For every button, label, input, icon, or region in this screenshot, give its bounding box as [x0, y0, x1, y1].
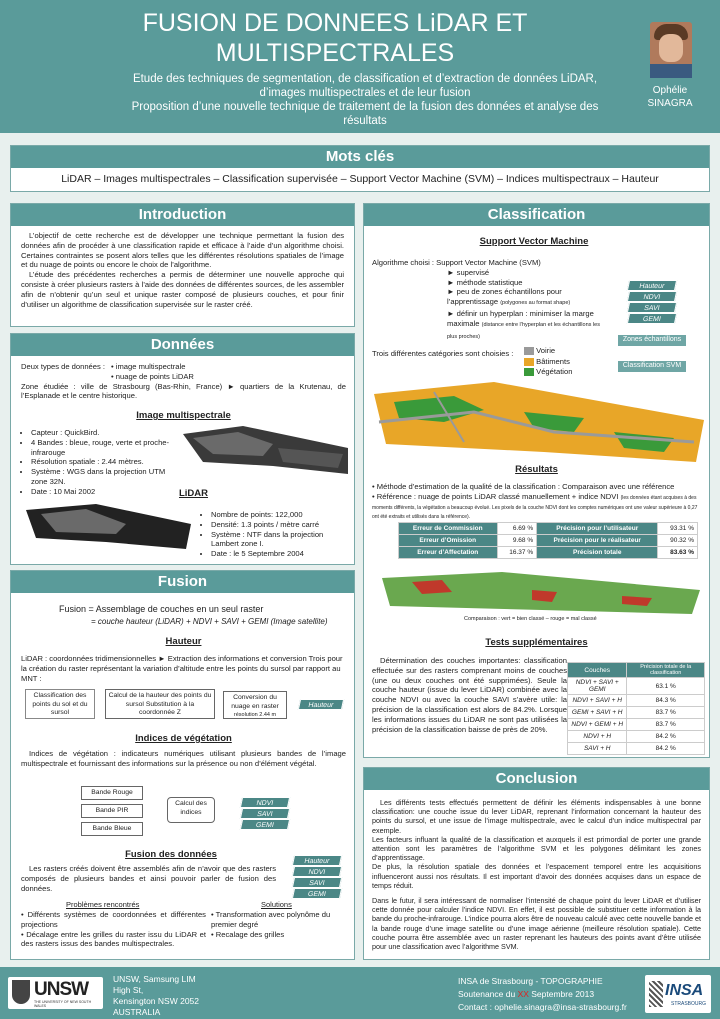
- tests-row: [568, 695, 705, 707]
- cls-savi: SAVI: [627, 302, 677, 313]
- author-last-name: SINAGRA: [647, 98, 693, 109]
- resultats-title: Résultats: [515, 464, 558, 475]
- flow-conversion-res: résolution 2.44 m: [233, 712, 277, 718]
- lidar-item: • Nombre de points: 122,000: [211, 510, 351, 520]
- unsw-logo-text: UNSW: [34, 979, 89, 1000]
- introduction-box: [10, 203, 355, 327]
- author-name: [630, 84, 710, 110]
- band-blue: Bande Bleue: [81, 822, 143, 836]
- hauteur-title: Hauteur: [165, 636, 202, 647]
- tests-couches: NDVI + H: [568, 731, 627, 743]
- tests-col-couches: Couches: [568, 663, 627, 678]
- error-label: Erreur d’Affectation: [399, 547, 498, 559]
- multispectral-title: Image multispectrale: [136, 410, 231, 421]
- tests-text: Détermination des couches importantes: classification effectuée sur des rasters comprenant moins de couches (une ou deux couches ont été supprimées). Seule la couche hauteur (issue du lever LiDAR) combinée avec la couche NDVI ou avec la couche SAVI s’avère utile: la précision de la classification est alors de 84.2%. Lorsque les informations issues du LiDAR ne sont pas utilisées la précision de la classification baisse de près de 20%.: [372, 656, 567, 734]
- legend-voirie: Voirie: [524, 346, 572, 357]
- introduction-title: Introduction: [11, 204, 354, 226]
- donnees-title: Données: [11, 334, 354, 356]
- flow-hauteur-output: Hauteur: [298, 699, 344, 710]
- poster-title: FUSION DE DONNEES LiDAR ET MULTISPECTRALES: [142, 9, 528, 67]
- classification-box: [363, 203, 710, 758]
- data-types-label: Deux types de données :: [21, 362, 106, 371]
- keywords-title: Mots clés: [11, 146, 709, 168]
- error-row: [399, 535, 698, 547]
- error-label: Précision pour le réalisateur: [537, 535, 658, 547]
- legend-batiments: Bâtiments: [524, 357, 572, 368]
- index-ndvi: NDVI: [240, 797, 290, 808]
- tests-precision: 84.3 %: [627, 695, 705, 707]
- indices-text: Indices de végétation : indicateurs numériques utilisant plusieurs bandes de l’image multispectrale et fournissant des informations sur la présence ou non d’élément végétal.: [21, 749, 346, 768]
- multispectral-item: • 4 Bandes : bleue, rouge, verte et proche-infrarouge: [31, 438, 181, 458]
- flow-step-height: Calcul de la hauteur des points du sursol Substitution à la coordonnée Z: [105, 689, 215, 719]
- multispectral-item: • Système : WGS dans la projection UTM zone 32N.: [31, 467, 181, 487]
- data-type-2: • nuage de points LiDAR: [111, 371, 194, 381]
- conclusion-box: [363, 767, 710, 960]
- donnees-box: [10, 333, 355, 565]
- tests-couches: NDVI + SAVI + H: [568, 695, 627, 707]
- resultats-item: • Méthode d’estimation de la qualité de la classification : Comparaison avec une référence: [372, 482, 675, 491]
- fusion-donnees-title: Fusion des données: [125, 849, 217, 860]
- error-value: 83.63 %: [658, 547, 698, 559]
- insa-logo: [645, 975, 711, 1013]
- tests-precision: 63.1 %: [627, 678, 705, 695]
- tests-precision: 84.2 %: [627, 743, 705, 755]
- conclusion-paragraph: Les différents tests effectués permettent de définir les éléments indispensables à une bonne classification: une couche issue du lever LiDAR, reprenant l’information concernant la hauteur des points du sursol, et une issue de l’image multispectrale, avec le calcul d’un indice multispectral par exemple.: [372, 798, 701, 835]
- band-pir: Bande PIR: [81, 804, 143, 818]
- svm-algo: Algorithme choisi : Support Vector Machine (SVM): [372, 258, 541, 267]
- poster-footer: [0, 967, 720, 1019]
- comparison-caption: Comparaison : vert = bien classé – rouge = mal classé: [464, 616, 597, 622]
- problems-list: [21, 910, 206, 949]
- lidar-image: [26, 504, 191, 549]
- tests-precision: 84.2 %: [627, 731, 705, 743]
- lidar-list: [201, 510, 351, 559]
- fus-gemi: GEMI: [292, 888, 342, 899]
- error-label: Erreur d’Omission: [399, 535, 498, 547]
- tests-row: [568, 678, 705, 695]
- categories-legend: [524, 346, 572, 378]
- error-row: [399, 547, 698, 559]
- fusion-box: [10, 570, 355, 960]
- lidar-item: • Date : le 5 Septembre 2004: [211, 549, 351, 559]
- subtitle-line-1: Etude des techniques de segmentation, de classification et d’extraction de données LiDAR, d’images multispectrales et de leur fusion: [132, 73, 598, 99]
- author-photo: [650, 22, 692, 78]
- poster-subtitle: [110, 72, 620, 128]
- tests-row: [568, 719, 705, 731]
- fusion-formula-1: Fusion = Assemblage de couches en un seul raster: [59, 604, 264, 614]
- address-line: High St,: [113, 985, 144, 995]
- tests-precision: 83.7 %: [627, 719, 705, 731]
- svm-title: Support Vector Machine: [479, 236, 589, 247]
- fus-hauteur: Hauteur: [292, 855, 342, 866]
- keywords-box: [10, 145, 710, 192]
- resultats-list: [372, 482, 702, 521]
- svm-item: ► peu de zones échantillons pour l’apprentissage (polygones au format shape): [447, 287, 571, 307]
- flow-conversion-label: Conversion du nuage en raster: [231, 694, 279, 710]
- indices-title: Indices de végétation: [135, 733, 232, 744]
- error-label: Précision pour l’utilisateur: [537, 523, 658, 535]
- fusion-formula-2: = couche hauteur (LiDAR) + NDVI + SAVI + GEMI (Image satellite): [91, 617, 328, 626]
- insa-logo-sub: STRASBOURG: [671, 1001, 707, 1007]
- error-table: [398, 522, 698, 559]
- multispectral-item: • Date : 10 Mai 2002: [31, 487, 181, 497]
- error-value: 90.32 %: [658, 535, 698, 547]
- band-red: Bande Rouge: [81, 786, 143, 800]
- solution-item: • Recalage des grilles: [211, 929, 285, 939]
- zones-echantillons: Zones échantillons: [618, 335, 686, 346]
- lidar-title: LiDAR: [178, 488, 209, 499]
- error-value: 6.69 %: [497, 523, 537, 535]
- hauteur-text: LiDAR : coordonnées tridimensionnelles ► Extraction des informations et conversion Trois pour la création du raster représentant la variation d’altitude entre les points du sursol par rapport au MNT :: [21, 654, 343, 683]
- tests-row: [568, 707, 705, 719]
- tests-col-precision: Précision totale de la classification: [627, 663, 705, 678]
- tests-couches: NDVI + SAVI + GEMI: [568, 678, 627, 695]
- cls-gemi: GEMI: [627, 313, 677, 324]
- problem-item: • Décalage entre les grilles du raster issu du LiDAR et des rasters issus des bandes multispectrales.: [21, 929, 206, 949]
- lidar-item: • Système : NTF dans la projection Lambert zone I.: [211, 530, 351, 550]
- svm-item: ► définir un hyperplan : minimiser la marge maximale (distance entre l’hyperplan et les échantillons les plus proches): [447, 308, 600, 340]
- multispectral-item: • Capteur : QuickBird.: [31, 428, 181, 438]
- problems-title: Problèmes rencontrés: [66, 900, 140, 909]
- solutions-title: Solutions: [261, 900, 292, 909]
- tests-row: [568, 731, 705, 743]
- study-zone: Zone étudiée : ville de Strasbourg (Bas-Rhin, France) ► quartiers de la Krutenau, de l’Esplanade et le centre historique.: [21, 381, 346, 401]
- tests-couches: NDVI + GEMI + H: [568, 719, 627, 731]
- multispectral-image: [183, 426, 348, 474]
- categories-label: Trois différentes catégories sont choisies :: [372, 349, 514, 358]
- unsw-logo-sub: THE UNIVERSITY OF NEW SOUTH WALES: [34, 1000, 92, 1008]
- error-value: 9.68 %: [497, 535, 537, 547]
- problem-item: • Différents systèmes de coordonnées et différentes projections: [21, 910, 206, 929]
- subtitle-line-2: Proposition d’une nouvelle technique de traitement de la fusion des données et analyse des résultats: [131, 101, 599, 127]
- insa-line: Soutenance du XX Septembre 2013: [458, 989, 595, 999]
- poster-header: [0, 0, 720, 133]
- insa-info: [458, 975, 627, 1014]
- unsw-logo: [8, 977, 103, 1009]
- tests-couches: SAVI + H: [568, 743, 627, 755]
- solution-item: • Transformation avec polynôme du premier degré: [211, 910, 331, 929]
- tests-title: Tests supplémentaires: [485, 637, 588, 648]
- comparison-map: [382, 572, 700, 614]
- cls-ndvi: NDVI: [627, 291, 677, 302]
- conclusion-paragraph: Les facteurs influant la qualité de la classification et auxquels il est primordial de porter une grande attention sont les paramètres de l’algorithme SVM et les polygones délimitant les zones d’apprentissage.: [372, 834, 701, 863]
- data-type-1: • image multispectrale: [111, 362, 186, 371]
- fus-savi: SAVI: [292, 877, 342, 888]
- fusion-donnees-text: Les rasters créés doivent être assemblés afin de n’avoir que des rasters composés de plusieurs bandes et ainsi pouvoir parler de fusion des données.: [21, 864, 276, 893]
- error-row: [399, 523, 698, 535]
- tests-couches: GEMI + SAVI + H: [568, 707, 627, 719]
- tests-row: [568, 743, 705, 755]
- calc-indices: Calcul des indices: [167, 797, 215, 823]
- index-gemi: GEMI: [240, 819, 290, 830]
- fusion-title: Fusion: [11, 571, 354, 593]
- author-first-name: Ophélie: [652, 85, 688, 96]
- insa-logo-text: INSA: [665, 982, 704, 999]
- intro-paragraph-2: L’étude des précédentes recherches a permis de déterminer une nouvelle approche qui consiste à créer plusieurs rasters à l’aide des données de différentes sources, de les assembler afin de n’obtenir qu’un seul et unique raster composé de plusieurs couches, et pour finir d’utiliser un algorithme de classification supervisée sur le raster créé.: [21, 270, 344, 309]
- error-value: 16.37 %: [497, 547, 537, 559]
- cls-hauteur: Hauteur: [627, 280, 677, 291]
- address-line: AUSTRALIA: [113, 1007, 161, 1017]
- unsw-address: [113, 974, 199, 1018]
- svm-item: ► supervisé: [447, 267, 490, 277]
- multispectral-item: • Résolution spatiale : 2.44 mètres.: [31, 457, 181, 467]
- solutions-list: [211, 910, 346, 939]
- multispectral-list: [21, 428, 181, 497]
- svm-item: ► méthode statistique: [447, 277, 523, 287]
- insa-line: INSA de Strasbourg - TOPOGRAPHIE: [458, 976, 603, 986]
- conclusion-paragraph: Dans le futur, il sera intéressant de normaliser l’intensité de chaque point du lever LiDAR et d’utiliser cette donnée pour calculer l’indice NDVI. En effet, il est possible de substituer cette information à la bande du proche-infrarouge. L’indice pourra alors être de nouveau calculé avec cette nouvelle bande et la bande rouge d’une image satellite ou d’une image aérienne (meilleure résolution spatiale). Cette couche pourra être assemblée avec un raster reprenant les hauteurs des points avant d’être utilisée pour une classification avec l’algorithme SVM.: [372, 896, 701, 952]
- fus-ndvi: NDVI: [292, 866, 342, 877]
- index-savi: SAVI: [240, 808, 290, 819]
- tests-table: [567, 662, 705, 755]
- tests-precision: 83.7 %: [627, 707, 705, 719]
- svm-text: [372, 258, 604, 342]
- insa-logo-icon: [649, 981, 663, 1007]
- lidar-item: • Densité: 1.3 points / mètre carré: [211, 520, 351, 530]
- classification-map: [374, 382, 704, 462]
- error-label: Erreur de Commission: [399, 523, 498, 535]
- resultats-item: • Référence : nuage de points LiDAR classé manuellement + indice NDVI (les données étant acquises à des moments différents, la végétation a beaucoup évolué. Les pixels de la couche NDVI dont les comptes numériques ont une valeur supérieure à 0,27 ont été extraits et utilisés dans la référence).: [372, 491, 698, 521]
- conclusion-paragraph: De plus, la résolution spatiale des données et l’espacement temporel entre les acquisitions influenceront aussi nos résultats. Il est important d’avoir des données acquises dans un espace de temps réduit.: [372, 862, 701, 890]
- keywords-text: LiDAR – Images multispectrales – Classification supervisée – Support Vector Machine (SVM) – Indices multispectraux – Hauteur: [61, 173, 659, 185]
- intro-paragraph-1: L’objectif de cette recherche est de développer une technique permettant la fusion des données afin de procéder à une classification rapide et efficace à l’aide d’un algorithme choisi. Certaines contraintes se posent alors telles que les différentes résolutions spatiales de l’image et du nuage de points ou encore le choix de l’algorithme.: [21, 231, 344, 270]
- classification-svm: Classification SVM: [618, 361, 686, 372]
- error-label: Précision totale: [537, 547, 658, 559]
- classification-title: Classification: [364, 204, 709, 226]
- error-value: 93.31 %: [658, 523, 698, 535]
- conclusion-title: Conclusion: [364, 768, 709, 790]
- address-line: Kensington NSW 2052: [113, 996, 199, 1006]
- unsw-crest-icon: [12, 980, 30, 1004]
- flow-step-conversion: [223, 691, 287, 719]
- insa-contact[interactable]: Contact : ophelie.sinagra@insa-strasbourg.fr: [458, 1002, 627, 1012]
- flow-step-classification: Classification des points du sol et du sursol: [25, 689, 95, 719]
- address-line: UNSW, Samsung LIM: [113, 974, 196, 984]
- legend-vegetation: Végétation: [524, 367, 572, 378]
